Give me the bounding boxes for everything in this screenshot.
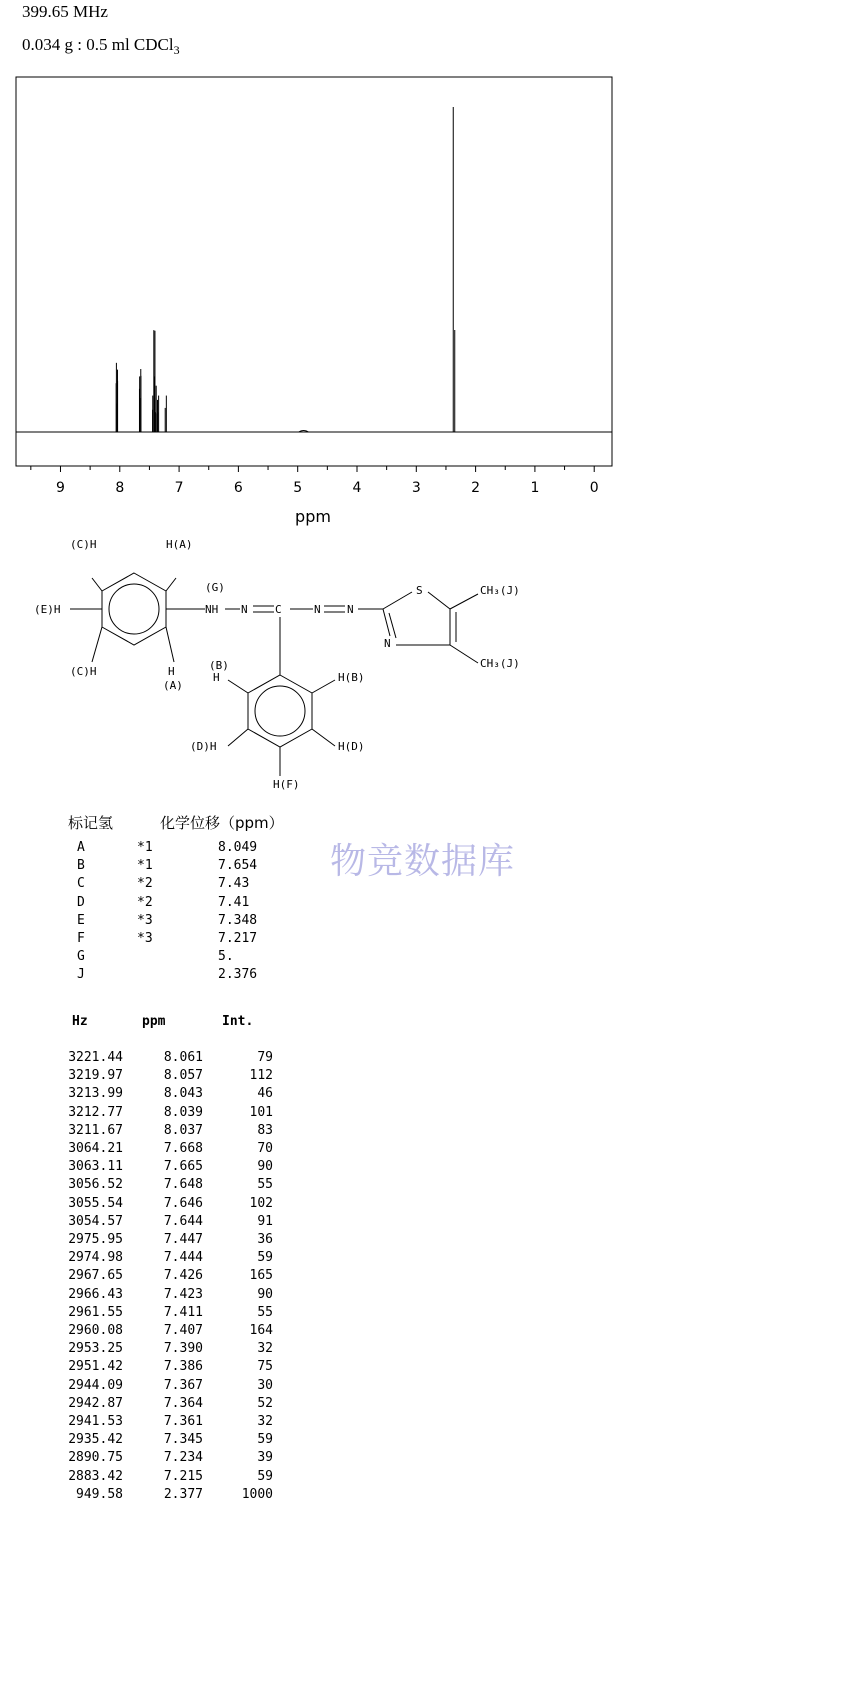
peak-hz: 3211.67 bbox=[68, 1122, 123, 1138]
shift-ppm: 7.654 bbox=[218, 858, 258, 874]
peak-hz: 3064.21 bbox=[68, 1141, 123, 1156]
peak-hz: 2890.75 bbox=[68, 1450, 123, 1466]
label-n1: N bbox=[241, 603, 248, 616]
x-tick-label: 0 bbox=[589, 480, 599, 496]
sample-prefix: 0.034 g : 0.5 ml CDCl bbox=[22, 35, 174, 54]
x-tick-label: 6 bbox=[233, 480, 243, 496]
peak-int: 59 bbox=[257, 1432, 273, 1448]
shift-ppm: 7.41 bbox=[218, 894, 250, 910]
peak-ppm: 8.043 bbox=[163, 1086, 203, 1102]
x-tick-label: 9 bbox=[56, 480, 65, 496]
peak-hz: 3213.99 bbox=[68, 1086, 123, 1102]
label-dh-left: (D)H bbox=[190, 740, 217, 753]
shift-ppm: 5. bbox=[218, 949, 234, 965]
peak-hz: 2966.43 bbox=[68, 1286, 123, 1302]
label-hb-right: H(B) bbox=[338, 671, 365, 684]
peak-hz: 2941.53 bbox=[68, 1414, 123, 1429]
peak-int: 36 bbox=[257, 1232, 273, 1247]
label-hd-right: H(D) bbox=[338, 740, 365, 753]
peak-hz: 2967.65 bbox=[68, 1268, 123, 1284]
shift-multiplicity: *2 bbox=[137, 876, 153, 892]
shift-label: B bbox=[77, 858, 85, 874]
peak-int: 32 bbox=[257, 1341, 273, 1357]
shift-ppm: 8.049 bbox=[218, 840, 258, 855]
label-s: S bbox=[416, 584, 423, 597]
peak-int: 55 bbox=[257, 1304, 273, 1320]
shift-multiplicity: *1 bbox=[137, 840, 153, 855]
peak-hz: 3055.54 bbox=[68, 1195, 123, 1211]
sample-subscript: 3 bbox=[173, 43, 180, 57]
peak-hz: 2951.42 bbox=[68, 1359, 123, 1375]
peak-int: 91 bbox=[257, 1213, 273, 1229]
peak-hz: 2944.09 bbox=[68, 1377, 123, 1393]
peak-ppm: 7.426 bbox=[163, 1268, 203, 1284]
label-eh: (E)H bbox=[34, 603, 61, 616]
shift-label: E bbox=[77, 912, 85, 928]
x-tick-label: 4 bbox=[352, 480, 362, 496]
peak-int: 90 bbox=[257, 1159, 273, 1175]
peak-int: 39 bbox=[257, 1450, 273, 1466]
peak-ppm: 7.215 bbox=[163, 1468, 203, 1484]
peak-int: 79 bbox=[257, 1050, 273, 1065]
label-ch3-bottom: CH₃(J) bbox=[480, 657, 520, 670]
peak-ppm: 7.361 bbox=[163, 1414, 203, 1429]
peak-hz: 3219.97 bbox=[68, 1068, 123, 1084]
peak-int: 90 bbox=[257, 1286, 273, 1302]
peak-ppm: 7.390 bbox=[163, 1341, 203, 1357]
label-ha-bottom: H bbox=[168, 665, 175, 678]
peak-ppm: 7.648 bbox=[163, 1177, 203, 1193]
shift-ppm: 2.376 bbox=[218, 967, 258, 983]
aromatic-circle-2 bbox=[255, 686, 305, 736]
peak-hz: 2953.25 bbox=[68, 1341, 123, 1357]
x-tick-label: 7 bbox=[174, 480, 184, 496]
peak-hz: 2935.42 bbox=[68, 1432, 123, 1448]
shift-label: D bbox=[77, 894, 85, 910]
peak-ppm: 7.386 bbox=[163, 1359, 203, 1375]
peak-ppm: 7.367 bbox=[163, 1377, 203, 1393]
shift-label: J bbox=[77, 967, 85, 983]
peak-ppm: 7.345 bbox=[163, 1432, 203, 1448]
label-b: (B) bbox=[209, 659, 229, 672]
shift-label: F bbox=[77, 931, 85, 946]
x-tick-label: 5 bbox=[293, 480, 303, 496]
label-bh: H bbox=[213, 671, 220, 684]
peak-ppm: 8.039 bbox=[163, 1104, 203, 1120]
peak-hz: 3056.52 bbox=[68, 1177, 123, 1193]
label-hf: H(F) bbox=[273, 778, 300, 791]
x-tick-label: 1 bbox=[530, 480, 540, 496]
peak-int: 70 bbox=[257, 1141, 273, 1156]
peak-int: 164 bbox=[249, 1323, 273, 1338]
peak-header-hz: Hz bbox=[72, 1014, 88, 1029]
chemical-structure bbox=[0, 0, 850, 800]
label-ch-bottom: (C)H bbox=[70, 665, 97, 678]
peak-ppm: 7.364 bbox=[163, 1395, 203, 1411]
shift-ppm: 7.217 bbox=[218, 931, 258, 946]
x-tick-label: 3 bbox=[411, 480, 421, 496]
label-n2: N bbox=[314, 603, 321, 616]
structure-bonds bbox=[70, 573, 478, 776]
spectrometer-frequency: 399.65 MHz bbox=[22, 2, 108, 21]
x-tick-label: 2 bbox=[471, 480, 481, 496]
peak-ppm: 7.665 bbox=[163, 1159, 203, 1175]
peak-int: 32 bbox=[257, 1414, 273, 1429]
shift-multiplicity: *3 bbox=[137, 931, 153, 946]
shift-multiplicity: *3 bbox=[137, 912, 153, 928]
peak-ppm: 8.061 bbox=[163, 1050, 203, 1065]
aromatic-circle-1 bbox=[109, 584, 159, 634]
label-c: C bbox=[275, 603, 282, 616]
label-n-ring: N bbox=[384, 637, 391, 650]
peak-header-ppm: ppm bbox=[142, 1014, 166, 1029]
peak-hz: 2974.98 bbox=[68, 1250, 123, 1266]
peak-ppm: 7.444 bbox=[163, 1250, 203, 1266]
peak-hz: 2942.87 bbox=[68, 1395, 123, 1411]
structure-labels bbox=[34, 538, 520, 791]
peak-ppm: 8.057 bbox=[163, 1068, 203, 1084]
peak-hz: 949.58 bbox=[76, 1486, 123, 1502]
x-tick-label: 8 bbox=[115, 480, 125, 496]
shift-ppm: 7.348 bbox=[218, 912, 258, 928]
peak-ppm: 7.407 bbox=[163, 1323, 203, 1338]
peak-int: 46 bbox=[257, 1086, 273, 1102]
x-axis-label: ppm bbox=[295, 507, 331, 526]
label-n3: N bbox=[347, 603, 354, 616]
peak-hz: 2961.55 bbox=[68, 1304, 123, 1320]
peak-header-int: Int. bbox=[222, 1014, 254, 1029]
label-ha-top: H(A) bbox=[166, 538, 193, 551]
peak-ppm: 8.037 bbox=[163, 1122, 203, 1138]
peak-int: 1000 bbox=[241, 1486, 273, 1502]
peak-int: 75 bbox=[257, 1359, 273, 1375]
label-ch-top: (C)H bbox=[70, 538, 97, 551]
peak-int: 30 bbox=[257, 1377, 273, 1393]
peak-ppm: 7.646 bbox=[163, 1195, 203, 1211]
peak-hz: 2960.08 bbox=[68, 1323, 123, 1338]
peak-ppm: 7.644 bbox=[163, 1213, 203, 1229]
shift-ppm: 7.43 bbox=[218, 876, 250, 892]
peak-ppm: 2.377 bbox=[163, 1486, 203, 1502]
peak-int: 83 bbox=[257, 1122, 273, 1138]
peak-int: 59 bbox=[257, 1250, 273, 1266]
label-ch3-top: CH₃(J) bbox=[480, 584, 520, 597]
peak-ppm: 7.234 bbox=[163, 1450, 203, 1466]
peak-int: 59 bbox=[257, 1468, 273, 1484]
shift-multiplicity: *1 bbox=[137, 858, 153, 874]
shift-label: C bbox=[77, 876, 85, 892]
shift-header-ppm: 化学位移（ppm） bbox=[160, 814, 284, 832]
shift-header-h: 标记氢 bbox=[68, 814, 114, 832]
peak-int: 55 bbox=[257, 1177, 273, 1193]
peak-int: 165 bbox=[249, 1268, 273, 1284]
peak-int: 101 bbox=[249, 1104, 273, 1120]
peak-ppm: 7.411 bbox=[163, 1304, 203, 1320]
peak-hz: 3221.44 bbox=[68, 1050, 123, 1065]
shift-multiplicity: *2 bbox=[137, 894, 153, 910]
label-nh: NH bbox=[205, 603, 219, 616]
shift-label: A bbox=[77, 840, 85, 855]
peak-ppm: 7.423 bbox=[163, 1286, 203, 1302]
label-a-bottom: (A) bbox=[163, 679, 183, 692]
shift-label: G bbox=[77, 949, 85, 965]
peak-hz: 3054.57 bbox=[68, 1213, 123, 1229]
peak-hz: 2883.42 bbox=[68, 1468, 123, 1484]
peak-hz: 2975.95 bbox=[68, 1232, 123, 1247]
peak-ppm: 7.447 bbox=[163, 1232, 203, 1247]
peak-ppm: 7.668 bbox=[163, 1141, 203, 1156]
peak-hz: 3063.11 bbox=[68, 1159, 123, 1175]
peak-int: 112 bbox=[249, 1068, 273, 1084]
peak-int: 52 bbox=[257, 1395, 273, 1411]
label-g: (G) bbox=[205, 581, 225, 594]
peak-hz: 3212.77 bbox=[68, 1104, 123, 1120]
peak-int: 102 bbox=[249, 1195, 273, 1211]
watermark: 物竞数据库 bbox=[330, 841, 516, 882]
